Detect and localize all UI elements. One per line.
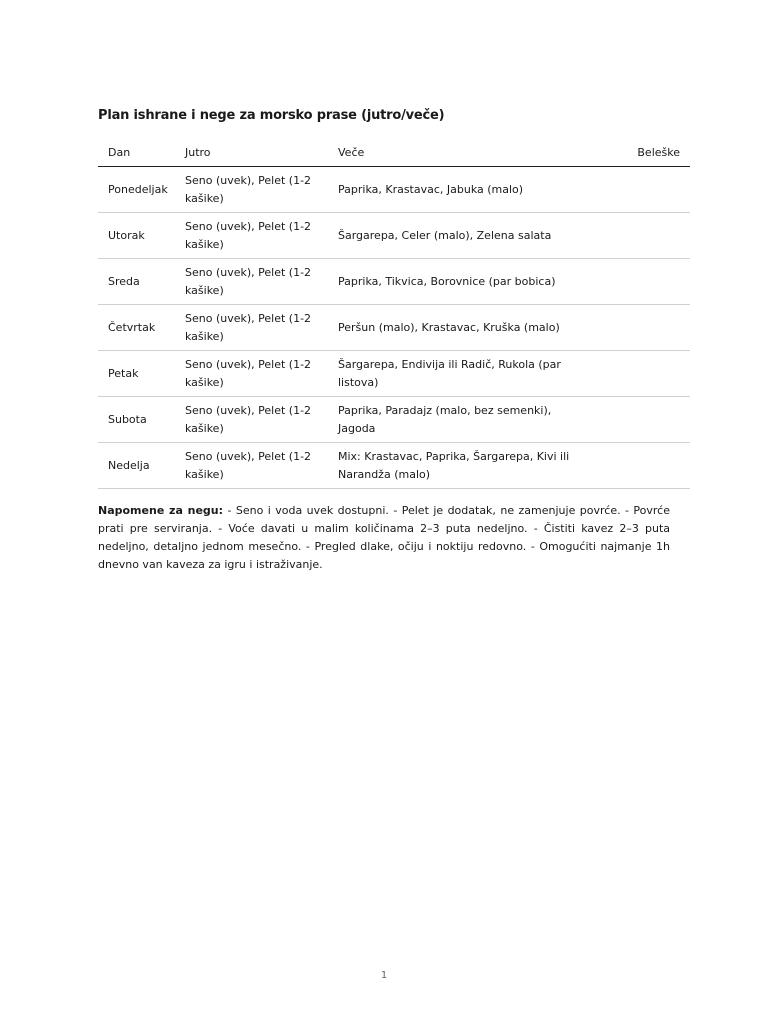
header-morning: Jutro — [175, 144, 328, 167]
cell-notes — [588, 397, 690, 443]
cell-morning: Seno (uvek), Pelet (1-2 kašike) — [175, 305, 328, 351]
table-row — [98, 213, 690, 259]
cell-morning: Seno (uvek), Pelet (1-2 kašike) — [175, 213, 328, 259]
cell-day: Subota — [98, 397, 175, 443]
cell-morning: Seno (uvek), Pelet (1-2 kašike) — [175, 167, 328, 213]
table-row — [98, 443, 690, 489]
page-number: 1 — [380, 970, 388, 981]
feeding-plan-table — [98, 144, 690, 489]
care-notes-label: Napomene za negu: — [98, 504, 224, 517]
cell-evening: Peršun (malo), Krastavac, Kruška (malo) — [328, 305, 588, 351]
cell-day: Sreda — [98, 259, 175, 305]
cell-notes — [588, 443, 690, 489]
cell-morning: Seno (uvek), Pelet (1-2 kašike) — [175, 351, 328, 397]
cell-notes — [588, 213, 690, 259]
cell-day: Ponedeljak — [98, 167, 175, 213]
cell-notes — [588, 259, 690, 305]
table-row — [98, 259, 690, 305]
cell-day: Nedelja — [98, 443, 175, 489]
cell-day: Utorak — [98, 213, 175, 259]
cell-evening: Paprika, Paradajz (malo, bez semenki), Jagoda — [328, 397, 588, 443]
cell-morning: Seno (uvek), Pelet (1-2 kašike) — [175, 259, 328, 305]
cell-morning: Seno (uvek), Pelet (1-2 kašike) — [175, 443, 328, 489]
cell-notes — [588, 167, 690, 213]
table-row — [98, 305, 690, 351]
table-row — [98, 167, 690, 213]
table-row — [98, 351, 690, 397]
header-notes: Beleške — [588, 144, 690, 167]
cell-notes — [588, 305, 690, 351]
cell-evening: Paprika, Krastavac, Jabuka (malo) — [328, 167, 588, 213]
cell-evening: Mix: Krastavac, Paprika, Šargarepa, Kivi ili Narandža (malo) — [328, 443, 588, 489]
document-page — [98, 108, 680, 574]
table-header-row — [98, 144, 690, 167]
care-notes — [98, 502, 670, 574]
header-evening: Veče — [328, 144, 588, 167]
cell-day: Četvrtak — [98, 305, 175, 351]
table-row — [98, 397, 690, 443]
care-notes-text: - Seno i voda uvek dostupni. - Pelet je dodatak, ne zamenjuje povrće. - Povrće prati pre serviranja. - Voće davati u malim količinama 2–3 puta nedeljno. - Čistiti kavez 2–3 puta nedeljno, detaljno jednom mesečno. - Pregled dlake, očiju i noktiju redovno. - Omogućiti najmanje 1h dnevno van kaveza za igru i istraživanje. — [98, 504, 670, 571]
cell-evening: Šargarepa, Endivija ili Radič, Rukola (par listova) — [328, 351, 588, 397]
document-title: Plan ishrane i nege za morsko prase (jutro/veče) — [98, 108, 445, 123]
cell-evening: Paprika, Tikvica, Borovnice (par bobica) — [328, 259, 588, 305]
header-day: Dan — [98, 144, 175, 167]
cell-notes — [588, 351, 690, 397]
cell-evening: Šargarepa, Celer (malo), Zelena salata — [328, 213, 588, 259]
cell-morning: Seno (uvek), Pelet (1-2 kašike) — [175, 397, 328, 443]
cell-day: Petak — [98, 351, 175, 397]
